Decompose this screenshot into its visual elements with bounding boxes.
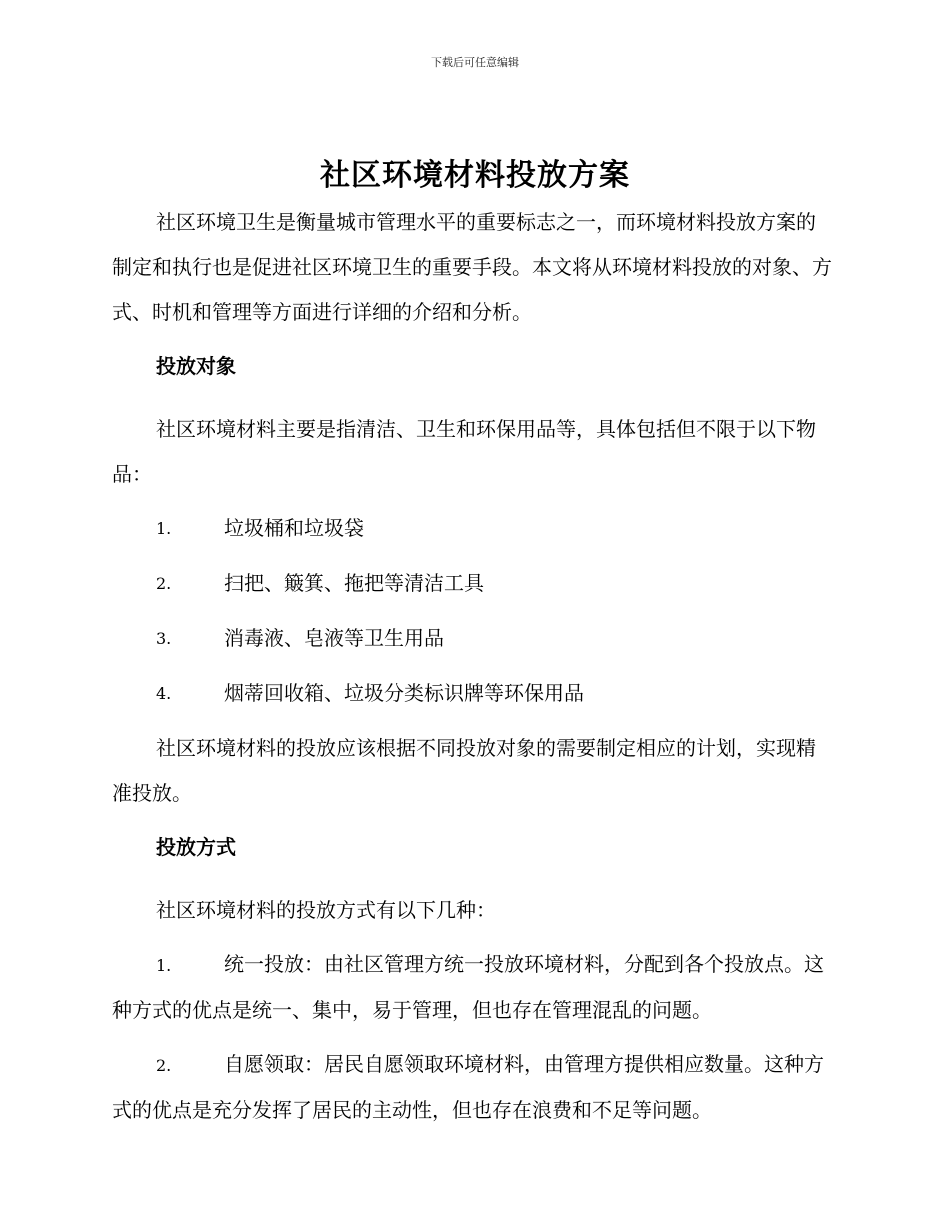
section1-closing: 社区环境材料的投放应该根据不同投放对象的需要制定相应的计划，实现精准投放。: [112, 736, 816, 805]
method-item: [112, 1042, 834, 1133]
method-text: 自愿领取：居民自愿领取环境材料，由管理方提供相应数量。这种方式的优点是充分发挥了居民的主动性，但也存在浪费和不足等问题。: [112, 1052, 824, 1122]
list-item: [112, 561, 834, 606]
page-title: 社区环境材料投放方案: [320, 158, 630, 193]
list-text: 垃圾桶和垃圾袋: [224, 516, 364, 540]
document-body: [112, 200, 834, 1142]
section2-lead: 社区环境材料的投放方式有以下几种：: [156, 898, 496, 922]
intro-paragraph: 社区环境卫生是衡量城市管理水平的重要标志之一，而环境材料投放方案的制定和执行也是促进社区环境卫生的重要手段。本文将从环境材料投放的对象、方式、时机和管理等方面进行详细的介绍和分析。: [112, 210, 832, 324]
list-number: 2.: [156, 574, 172, 593]
section-heading-targets: 投放对象: [156, 354, 236, 378]
list-text: 烟蒂回收箱、垃圾分类标识牌等环保用品: [224, 681, 584, 705]
list-item: [112, 616, 834, 661]
section-heading-methods: 投放方式: [156, 835, 236, 859]
list-number: 3.: [156, 629, 172, 648]
section1-lead: 社区环境材料主要是指清洁、卫生和环保用品等，具体包括但不限于以下物品：: [112, 417, 816, 486]
header-note: 下载后可任意编辑: [431, 56, 519, 69]
method-text: 统一投放：由社区管理方统一投放环境材料，分配到各个投放点。这种方式的优点是统一、集中，易于管理，但也存在管理混乱的问题。: [112, 952, 824, 1022]
list-item: [112, 506, 834, 551]
list-number: 4.: [156, 684, 172, 703]
method-item: [112, 942, 834, 1033]
list-text: 扫把、簸箕、拖把等清洁工具: [224, 571, 484, 595]
list-number: 1.: [156, 519, 172, 538]
list-item: [112, 671, 834, 716]
list-text: 消毒液、皂液等卫生用品: [224, 626, 444, 650]
list-number: 1.: [156, 956, 172, 975]
list-number: 2.: [156, 1056, 172, 1075]
